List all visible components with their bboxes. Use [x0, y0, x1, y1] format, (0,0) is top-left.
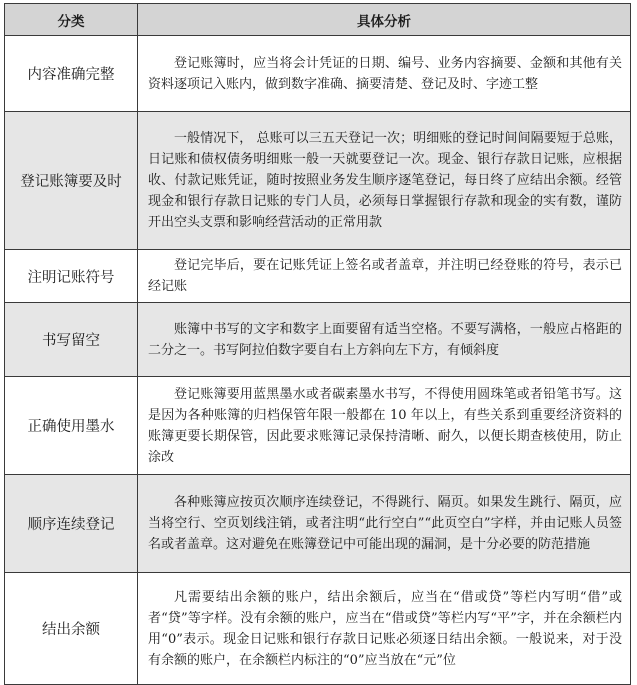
row-category: 注明记账符号 — [5, 250, 138, 303]
table-row — [5, 377, 631, 475]
accounting-rules-table — [4, 3, 631, 685]
row-description — [138, 303, 631, 377]
table-row — [5, 36, 631, 112]
row-description — [138, 377, 631, 475]
table-row — [5, 303, 631, 377]
row-description-text: 一般情况下， 总账可以三五天登记一次；明细账的登记时间间隔要短于总账，日记账和债权债务明细账一般一天就要登记一次。现金、银行存款日记账，应根据收、付款记账凭证，随时按照业务发生顺序逐笔登记，每日终了应结出余额。经管现金和银行存款日记账的专门人员，必须每日掌握银行存款和现金的实有数，谨防开出空头支票和影响经营活动的正常用款 — [148, 131, 622, 230]
row-description-text: 账簿中书写的文字和数字上面要留有适当空格。不要写满格，一般应占格距的二分之一。书写阿拉伯数字要自右上方斜向左下方，有倾斜度 — [148, 321, 622, 358]
table-row — [5, 112, 631, 250]
row-description-text: 登记完毕后，要在记账凭证上签名或者盖章，并注明已经登账的符号，表示已经记账 — [148, 258, 622, 294]
row-category: 内容准确完整 — [5, 36, 138, 112]
row-description-text: 登记账簿要用蓝黑墨水或者碳素墨水书写，不得使用圆珠笔或者铅笔书写。这是因为各种账簿的归档保管年限一般都在 10 年以上，有些关系到重要经济资料的账簿更要长期保管，因此要求账簿记录保持清晰、耐久，以便长期查核使用，防止涂改 — [148, 386, 622, 465]
header-category: 分类 — [5, 4, 138, 36]
row-description — [138, 112, 631, 250]
table-row — [5, 250, 631, 303]
row-description-text: 登记账簿时，应当将会计凭证的日期、编号、业务内容摘要、金额和其他有关资料逐项记入账内，做到数字准确、摘要清楚、登记及时、字迹工整 — [148, 55, 622, 92]
row-category: 登记账簿要及时 — [5, 112, 138, 250]
table-header-row — [5, 4, 631, 36]
row-description — [138, 475, 631, 573]
row-category: 书写留空 — [5, 303, 138, 377]
row-description-text: 凡需要结出余额的账户，结出余额后，应当在“借或贷”等栏内写明“借”或者“贷”等字样。没有余额的账户，应当在“借或贷”等栏内写“平”字，并在余额栏内用“0”表示。现金日记账和银行存款日记账必须逐日结出余额。一般说来，对于没有余额的账户，在余额栏内标注的“0”应当放在“元”位 — [148, 589, 622, 668]
table-row — [5, 475, 631, 573]
row-category: 结出余额 — [5, 573, 138, 685]
row-description — [138, 36, 631, 112]
table-row — [5, 573, 631, 685]
row-description-text: 各种账簿应按页次顺序连续登记，不得跳行、隔页。如果发生跳行、隔页，应当将空行、空页划线注销，或者注明“此行空白”“此页空白”字样，并由记账人员签名或者盖章。这对避免在账簿登记中可能出现的漏洞，是十分必要的防范措施 — [148, 495, 622, 552]
row-category: 顺序连续登记 — [5, 475, 138, 573]
row-category: 正确使用墨水 — [5, 377, 138, 475]
header-analysis: 具体分析 — [138, 4, 631, 36]
row-description — [138, 250, 631, 303]
row-description — [138, 573, 631, 685]
